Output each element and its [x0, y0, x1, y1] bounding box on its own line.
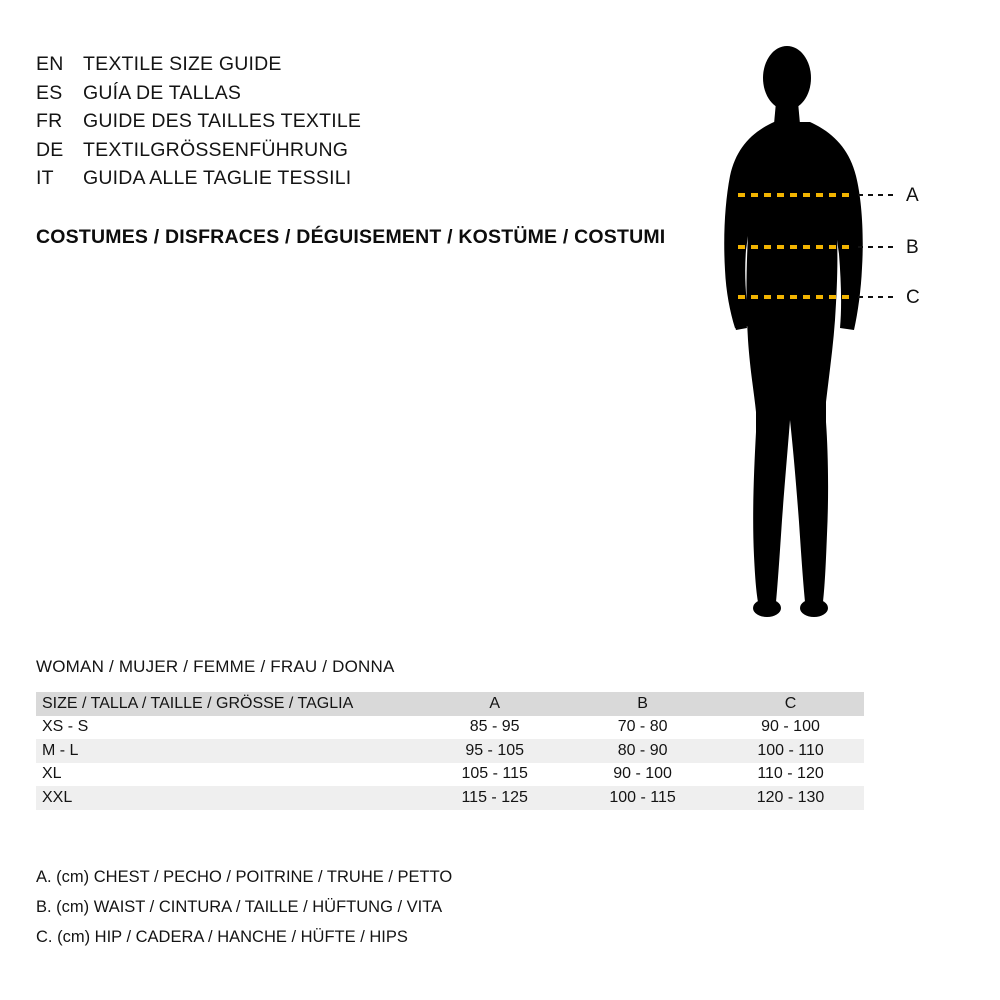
- table-row: [36, 763, 864, 787]
- cell-a: 85 - 95: [469, 718, 520, 736]
- column-header-b: B: [637, 694, 648, 712]
- cell-b: 90 - 100: [613, 765, 672, 783]
- measure-label-c: C: [906, 287, 920, 308]
- cell-size: XL: [42, 765, 62, 783]
- language-text: GUIDA ALLE TAGLIE TESSILI: [83, 167, 352, 189]
- cell-c: 120 - 130: [756, 788, 825, 806]
- language-text: GUÍA DE TALLAS: [83, 81, 242, 104]
- column-header-c: C: [784, 694, 797, 712]
- costumes-heading: COSTUMES / DISFRACES / DÉGUISEMENT / KOSTÜME / COSTUMI: [36, 226, 666, 248]
- cell-size: XS - S: [42, 718, 89, 736]
- table-header-row: [36, 692, 864, 716]
- language-code: IT: [36, 167, 54, 189]
- cell-c: 100 - 110: [757, 741, 824, 759]
- size-chart-table: [36, 692, 864, 810]
- legend-item-c: C. (cm) HIP / CADERA / HANCHE / HÜFTE / HIPS: [36, 928, 408, 946]
- cell-size: M - L: [42, 741, 79, 759]
- language-row: [36, 107, 656, 136]
- language-code: ES: [36, 81, 63, 104]
- language-row: [36, 50, 656, 79]
- cell-c: 90 - 100: [761, 718, 820, 736]
- language-code: DE: [36, 138, 64, 161]
- cell-c: 110 - 120: [757, 765, 824, 783]
- measurement-legend: [36, 862, 452, 952]
- body-figure-diagram: [690, 40, 970, 620]
- language-guide-list: [36, 50, 656, 193]
- language-code: FR: [36, 110, 63, 132]
- legend-item-a: A. (cm) CHEST / PECHO / POITRINE / TRUHE / PETTO: [36, 868, 453, 886]
- cell-a: 115 - 125: [461, 788, 528, 806]
- language-text: TEXTILGRÖSSENFÜHRUNG: [83, 138, 349, 161]
- cell-a: 105 - 115: [461, 765, 528, 783]
- cell-b: 100 - 115: [609, 788, 676, 806]
- column-header-a: A: [489, 694, 501, 712]
- cell-b: 70 - 80: [617, 718, 668, 736]
- column-header-size: SIZE / TALLA / TAILLE / GRÖSSE / TAGLIA: [42, 694, 354, 712]
- language-row: [36, 79, 656, 108]
- language-text: GUIDE DES TAILLES TEXTILE: [83, 110, 362, 132]
- language-code: EN: [36, 53, 64, 75]
- legend-item-b: B. (cm) WAIST / CINTURA / TAILLE / HÜFTUNG / VITA: [36, 898, 443, 916]
- language-row: [36, 136, 656, 165]
- female-silhouette-icon: [690, 40, 970, 620]
- cell-a: 95 - 105: [465, 741, 525, 759]
- cell-size: XXL: [42, 788, 73, 806]
- table-title: WOMAN / MUJER / FEMME / FRAU / DONNA: [36, 657, 395, 676]
- measure-label-a: A: [906, 185, 919, 206]
- language-text: TEXTILE SIZE GUIDE: [83, 53, 282, 75]
- table-row: [36, 786, 864, 810]
- table-row: [36, 716, 864, 740]
- table-row: [36, 739, 864, 763]
- language-row: [36, 164, 656, 193]
- measure-label-b: B: [906, 237, 919, 258]
- cell-b: 80 - 90: [617, 741, 668, 759]
